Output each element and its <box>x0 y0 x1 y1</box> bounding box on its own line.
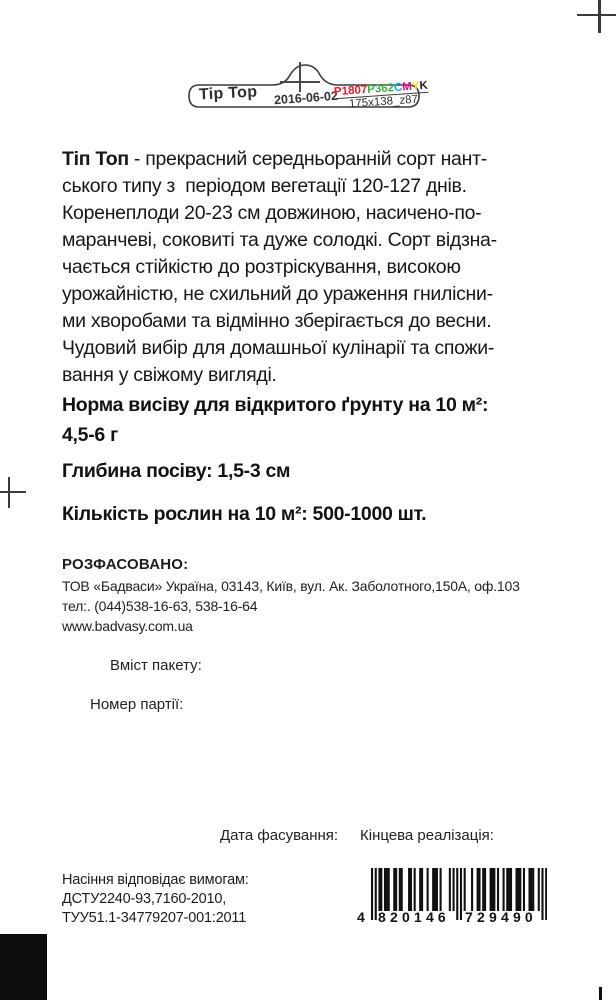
description-text: - прекрасний середньоранній сорт нант- <box>128 148 487 170</box>
packager-lines <box>62 576 567 636</box>
description-line: чається стійкістю до розтріскування, високою <box>62 256 461 278</box>
sell-by-label: Кінцева реалізація: <box>360 827 494 844</box>
crop-mark-top-right-vertical <box>598 0 601 33</box>
color-code-segment: Y <box>411 80 420 93</box>
packager-line: тел:. (044)538-16-63, 538-16-64 <box>62 598 258 614</box>
ean13-barcode <box>357 868 547 926</box>
variety-name: Тіп Топ <box>62 148 129 170</box>
barcode-digit-group: 729490 <box>465 909 537 925</box>
proof-size-code: 175x138_z87 <box>348 93 419 111</box>
packager-line: ТОВ «Бадваси» Україна, 03143, Київ, вул. Ак. Заболотного,150А, оф.103 <box>62 578 520 594</box>
barcode-digit-group: 4 <box>357 909 365 925</box>
print-proof-label <box>186 60 429 111</box>
description-line: Чудовий вибір для домашньої кулінарії та спожи- <box>62 337 495 359</box>
registration-cross-horizontal <box>280 81 320 83</box>
color-code-segment: K <box>419 79 429 93</box>
compliance-line: Насіння відповідає вимогам: <box>62 872 249 888</box>
registration-cross-vertical <box>299 62 301 92</box>
description-lines <box>62 173 567 389</box>
description-line: урожайністю, не схильний до ураження гнилісни- <box>62 283 493 305</box>
crop-mark-left-horizontal <box>0 491 26 493</box>
corner-print-square <box>0 934 47 1000</box>
proof-date: 2016-06-02 <box>273 88 339 108</box>
bottom-right-print-mark <box>599 987 602 1000</box>
sowing-rate-heading: Норма висіву для відкритого ґрунту на 10 м²: <box>62 394 489 416</box>
description-line: ми хворобами та відмінно зберігається до весни. <box>62 310 492 332</box>
color-code-segment: M <box>401 80 413 94</box>
compliance-lines <box>62 871 249 928</box>
compliance-line: ТУУ51.1-34779207-001:2011 <box>62 910 247 926</box>
description-line: ського типу з періодом вегетації 120-127 днів. <box>62 175 467 197</box>
sowing-rate-value: 4,5-6 г <box>62 424 118 446</box>
color-code-segment: P362 <box>366 82 395 96</box>
plant-count: Кількість рослин на 10 м²: 500-1000 шт. <box>62 503 427 525</box>
barcode-digit-group: 820146 <box>378 909 450 925</box>
description-line <box>62 146 567 173</box>
package-contents-label: Вміст пакету: <box>110 657 202 674</box>
crop-mark-top-right-horizontal <box>577 14 616 16</box>
description-line: вання у свіжому вигляді. <box>62 364 277 386</box>
description-line: маранчеві, соковиті та дуже солодкі. Сорт відзна- <box>62 229 497 251</box>
variety-description <box>62 146 567 389</box>
compliance-line: ДСТУ2240-93,7160-2010, <box>62 891 227 907</box>
color-code-segment: P1807 <box>333 83 368 99</box>
sowing-depth: Глибина посіву: 1,5-3 см <box>62 460 291 482</box>
packager-block <box>62 556 567 636</box>
batch-number-label: Номер партії: <box>90 696 184 713</box>
proof-name: Tip Top <box>198 83 258 104</box>
color-code-segment: C <box>393 81 403 95</box>
description-line: Коренеплоди 20-23 см довжиною, насичено-по- <box>62 202 482 224</box>
compliance-block <box>62 871 249 928</box>
packager-line: www.badvasy.com.ua <box>62 618 193 634</box>
packager-heading: РОЗФАСОВАНО: <box>62 556 189 573</box>
packing-date-label: Дата фасування: <box>220 827 339 844</box>
